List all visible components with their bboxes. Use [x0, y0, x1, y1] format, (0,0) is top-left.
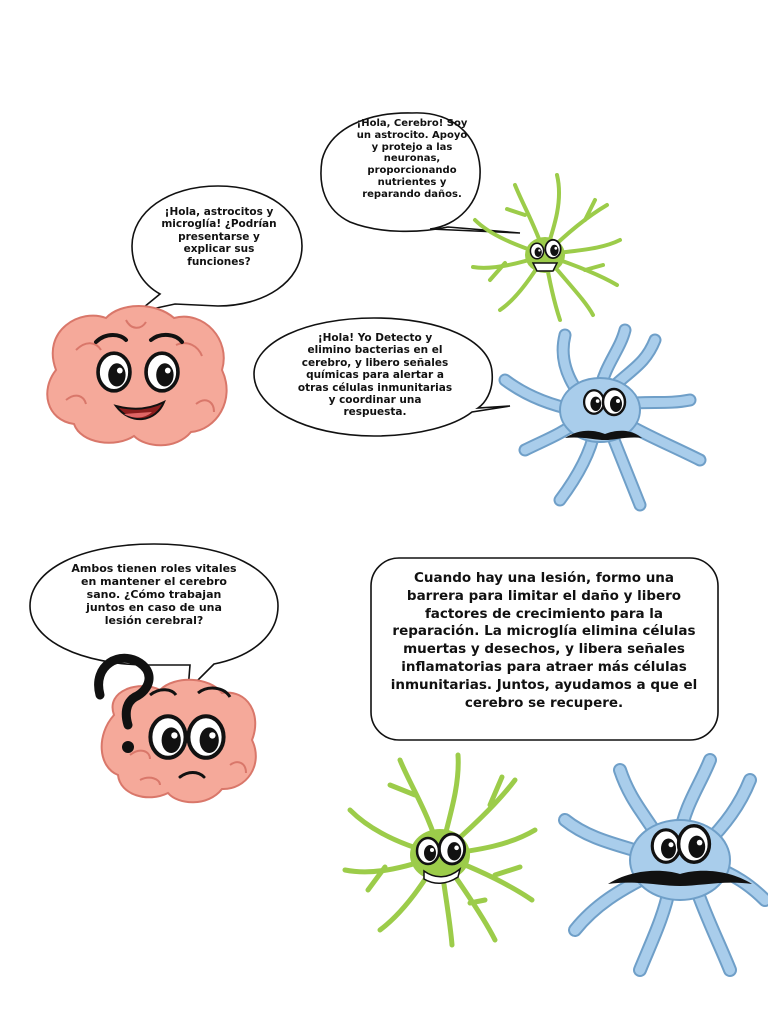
microglia-character-2 — [565, 760, 765, 970]
astrocyte-character-2 — [345, 755, 535, 945]
joint-answer-text: Cuando hay una lesión, formo una barrera para limitar el daño y libero factores de crecimiento para la reparación. La microglía elimina células muertas y desechos, y libera señales inflamatorias para atraer más células inmunitarias. Juntos, ayudamos a que el cerebro se recupere. — [390, 570, 698, 711]
brain-question-2-text: Ambos tienen roles vitales en mantener el cerebro sano. ¿Cómo trabajan juntos en caso de una lesión cerebral? — [71, 562, 237, 627]
brain-question-text: ¡Hola, astrocitos y microglía! ¿Podrían presentarse y explicar sus funciones? — [161, 206, 277, 268]
brain-character — [47, 306, 226, 445]
microglia-character — [505, 330, 700, 505]
worried-brain-character — [99, 658, 256, 802]
astrocyte-character — [473, 175, 620, 320]
astrocyte-intro-text: ¡Hola, Cerebro! Soy un astrocito. Apoyo y protejo a las neuronas, proporcionando nutrientes y reparando daños. — [356, 118, 468, 200]
microglia-intro-text: ¡Hola! Yo Detecto y elimino bacterias en el cerebro, y libero señales químicas para alertar a otras células inmunitarias y coordinar una respuesta. — [297, 332, 453, 419]
